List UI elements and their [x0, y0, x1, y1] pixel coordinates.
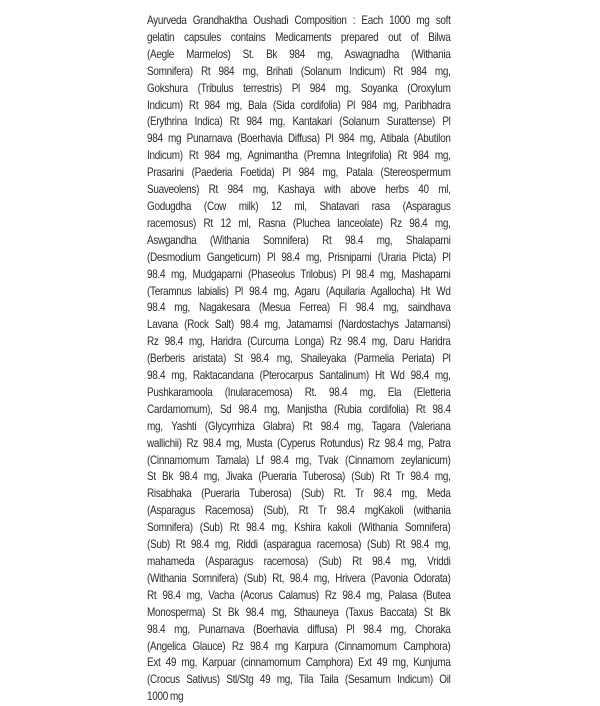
composition-line: 98.4 mg, Mudgaparni (Phaseolus Trilobus) Pl 98.4 mg, Mashaparni — [147, 267, 451, 281]
composition-line: Rz 98.4 mg, Haridra (Curcuma Longa) Rz 98.4 mg, Daru Haridra — [147, 335, 451, 349]
composition-line: (Withania Somnifera) (Sub) Rt, 98.4 mg, Hrivera (Pavonia Odorata) — [147, 571, 451, 585]
composition-line: Suaveolens) Rt 984 mg, Kashaya with above herbs 40 ml, — [147, 183, 451, 197]
composition-line: Cardamomum), Sd 98.4 mg, Manjistha (Rubia cordifolia) Rt 98.4 — [147, 402, 451, 416]
composition-line: 98.4 mg, Punarnava (Boerhavia diffusa) Pl 98.4 mg, Choraka — [147, 622, 451, 636]
composition-line: (Desmodium Gangeticum) Pl 98.4 mg, Prisnipami (Uraria Picta) Pl — [147, 250, 451, 264]
composition-line: Ayurveda Grandhaktha Oushadi Composition : Each 1000 mg soft — [147, 14, 451, 27]
composition-line: racemosus) Rt 12 ml, Rasna (Pluchea lanceolate) Rz 98.4 mg, — [147, 216, 451, 230]
composition-line: (Angelica Glauce) Rz 98.4 mg Karpura (Cinnamomum Camphora) — [147, 639, 451, 653]
composition-line: Pushkaramoola (Inularacemosa) Rt. 98.4 mg, Ela (Eletteria — [147, 385, 451, 399]
composition-line: St Bk 98.4 mg, Jivaka (Pueraria Tuberosa) (Sub) Rt Tr 98.4 mg, — [147, 470, 451, 484]
composition-line: (Berberis aristata) St 98.4 mg, Shaileyaka (Parmelia Periata) Pl — [147, 352, 451, 366]
composition-text-block — [147, 13, 451, 706]
composition-line: (Crocus Sativus) Stl/Stg 49 mg, Tila Taila (Sesamum Indicum) Oil — [147, 673, 451, 687]
composition-line: Indicum) Rt 984 mg, Bala (Sida cordifolia) Pl 984 mg, Paribhadra — [147, 98, 451, 112]
composition-line: (Cinnamomum Tamala) Lf 98.4 mg, Tvak (Cinnamom zeylanicum) — [147, 453, 451, 467]
composition-line: Somnifera) (Sub) Rt 98.4 mg, Kshira kakoli (Withania Somnifera) — [147, 521, 451, 535]
composition-line: (Sub) Rt 98.4 mg, Riddi (asparagua racemosa) (Sub) Rt 98.4 mg, — [147, 538, 451, 552]
composition-line: Godugdha (Cow milk) 12 ml, Shatavari rasa (Asparagus — [147, 199, 451, 213]
composition-line: Prasarini (Paederia Foetida) Pl 984 mg, Patala (Stereospermum — [147, 166, 451, 180]
composition-line: wallichii) Rz 98.4 mg, Musta (Cyperus Rotundus) Rz 98.4 mg, Patra — [147, 436, 451, 450]
composition-line: 984 mg Punarnava (Boerhavia Diffusa) Pl 984 mg, Atibala (Abutilon — [147, 132, 451, 146]
composition-line: Monosperma) St Bk 98.4 mg, Sthauneya (Taxus Baccata) St Bk — [147, 605, 451, 619]
composition-line: Indicum) Rt 984 mg, Agnimantha (Premna Integrifolia) Rt 984 mg, — [147, 149, 451, 163]
composition-line: (Asparagus Racemosa) (Sub), Rt Tr 98.4 mgKakoli (withania — [147, 504, 451, 518]
composition-line: 1000 mg — [147, 690, 184, 704]
composition-line: 98.4 mg, Nagakesara (Mesua Ferrea) Fl 98.4 mg, saindhava — [147, 301, 451, 315]
composition-line: Risabhaka (Pueraria Tuberosa) (Sub) Rt. Tr 98.4 mg, Meda — [147, 487, 451, 501]
composition-line: (Aegle Marmelos) St. Bk 984 mg, Aswagnadha (Withania — [147, 47, 451, 61]
composition-line: Aswgandha (Withania Somnifera) Rt 98.4 mg, Shalaparni — [147, 233, 451, 247]
composition-line: Lavana (Rock Salt) 98.4 mg, Jatamamsi (Nardostachys Jatamansi) — [147, 318, 451, 332]
composition-line: Ext 49 mg, Karpuar (cinnamomum Camphora) Ext 49 mg, Kunjuma — [147, 656, 451, 670]
composition-line: Gokshura (Tribulus terrestris) Pl 984 mg, Soyanka (Oroxylum — [147, 81, 451, 95]
composition-line: mg, Yashti (Glycyrrhiza Glabra) Rt 98.4 mg, Tagara (Valeriana — [147, 419, 451, 433]
composition-line: 98.4 mg, Raktacandana (Pterocarpus Santalinum) Ht Wd 98.4 mg, — [147, 369, 451, 383]
composition-line: gelatin capsules contains Medicaments prepared out of Bilwa — [147, 30, 451, 44]
composition-line: (Teramnus labialis) Pl 98.4 mg, Agaru (Aquilaria Agallocha) Ht Wd — [147, 284, 451, 298]
composition-line: Somnifera) Rt 984 mg, Brihati (Solanum Indicum) Rt 984 mg, — [147, 64, 451, 78]
composition-line: Rt 98.4 mg, Vacha (Acorus Calamus) Rz 98.4 mg, Palasa (Butea — [147, 588, 451, 602]
composition-line: (Erythrina Indica) Rt 984 mg, Kantakari (Solanum Surattense) Pl — [147, 115, 451, 129]
composition-line: mahameda (Asparagus racemosa) (Sub) Rt 98.4 mg, Vriddi — [147, 555, 451, 568]
